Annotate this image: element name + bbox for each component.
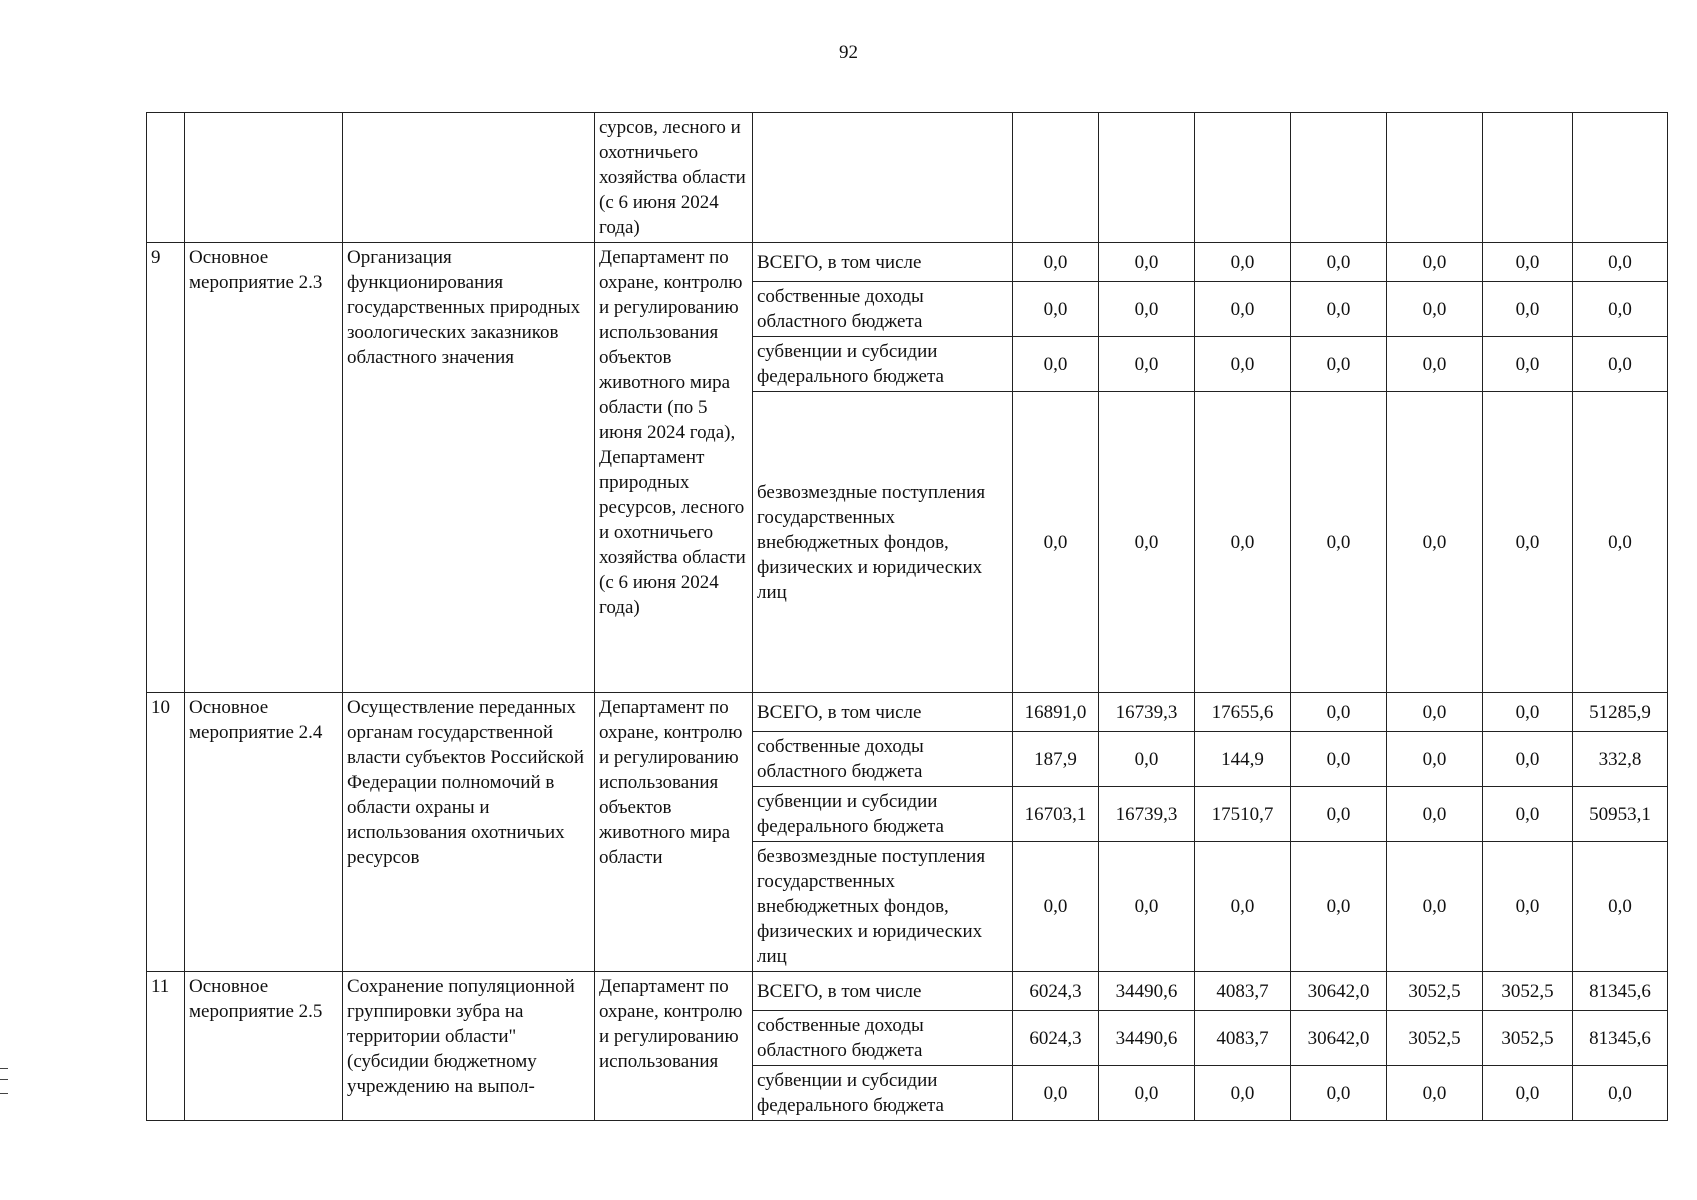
value-cell: 17655,6 — [1195, 693, 1291, 732]
value-cell: 17510,7 — [1195, 787, 1291, 842]
value-cell: 0,0 — [1099, 337, 1195, 392]
value-cell: 0,0 — [1195, 842, 1291, 972]
funding-source: ВСЕГО, в том числе — [753, 243, 1013, 282]
funding-source: субвенции и субсидии федерального бюджета — [753, 787, 1013, 842]
value-cell: 0,0 — [1099, 243, 1195, 282]
value-cell: 0,0 — [1573, 842, 1668, 972]
value-cell — [1483, 113, 1573, 243]
value-cell: 0,0 — [1387, 732, 1483, 787]
value-cell — [1195, 113, 1291, 243]
executor-cell: сурсов, лесного и охотничьего хозяйства области (с 6 июня 2024 года) — [595, 113, 753, 243]
value-cell: 16739,3 — [1099, 693, 1195, 732]
budget-table — [146, 112, 1668, 1121]
value-cell: 4083,7 — [1195, 1011, 1291, 1066]
value-cell: 0,0 — [1387, 337, 1483, 392]
value-cell: 50953,1 — [1573, 787, 1668, 842]
value-cell: 0,0 — [1387, 392, 1483, 693]
row-number: 9 — [147, 243, 185, 693]
value-cell: 0,0 — [1573, 282, 1668, 337]
value-cell: 0,0 — [1291, 243, 1387, 282]
funding-source: субвенции и субсидии федерального бюджета — [753, 337, 1013, 392]
value-cell: 6024,3 — [1013, 972, 1099, 1011]
measure-name: Осуществление переданных органам государственной власти субъектов Российской Федерации полномочий в области охраны и использования охотничьих ресурсов — [343, 693, 595, 972]
value-cell: 0,0 — [1291, 337, 1387, 392]
value-cell: 51285,9 — [1573, 693, 1668, 732]
table-row — [147, 972, 1668, 1011]
funding-source: ВСЕГО, в том числе — [753, 972, 1013, 1011]
value-cell: 0,0 — [1291, 1066, 1387, 1121]
value-cell: 0,0 — [1099, 842, 1195, 972]
value-cell — [1099, 113, 1195, 243]
value-cell: 0,0 — [1483, 282, 1573, 337]
value-cell: 0,0 — [1573, 243, 1668, 282]
value-cell: 3052,5 — [1483, 1011, 1573, 1066]
source-cell — [753, 113, 1013, 243]
value-cell: 4083,7 — [1195, 972, 1291, 1011]
value-cell: 81345,6 — [1573, 1011, 1668, 1066]
value-cell — [1573, 113, 1668, 243]
value-cell: 0,0 — [1387, 282, 1483, 337]
value-cell: 0,0 — [1483, 842, 1573, 972]
value-cell: 0,0 — [1483, 243, 1573, 282]
row-number: 10 — [147, 693, 185, 972]
value-cell: 0,0 — [1099, 282, 1195, 337]
value-cell: 0,0 — [1387, 243, 1483, 282]
value-cell: 0,0 — [1291, 842, 1387, 972]
value-cell: 0,0 — [1291, 282, 1387, 337]
value-cell: 0,0 — [1573, 392, 1668, 693]
value-cell — [1291, 113, 1387, 243]
value-cell: 0,0 — [1291, 787, 1387, 842]
value-cell: 0,0 — [1291, 693, 1387, 732]
executor: Департамент по охране, контролю и регулированию использования — [595, 972, 753, 1121]
value-cell: 16891,0 — [1013, 693, 1099, 732]
measure-label: Основное мероприятие 2.5 — [185, 972, 343, 1121]
value-cell: 6024,3 — [1013, 1011, 1099, 1066]
value-cell: 0,0 — [1483, 1066, 1573, 1121]
value-cell: 332,8 — [1573, 732, 1668, 787]
margin-mark — [0, 1068, 8, 1094]
name-cell — [343, 113, 595, 243]
page-number: 92 — [839, 42, 858, 63]
executor: Департамент по охране, контролю и регулированию использования объектов животного мира области — [595, 693, 753, 972]
value-cell: 16703,1 — [1013, 787, 1099, 842]
value-cell: 34490,6 — [1099, 1011, 1195, 1066]
measure-label: Основное мероприятие 2.4 — [185, 693, 343, 972]
value-cell: 187,9 — [1013, 732, 1099, 787]
value-cell: 0,0 — [1195, 243, 1291, 282]
value-cell: 0,0 — [1483, 337, 1573, 392]
funding-source: собственные доходы областного бюджета — [753, 282, 1013, 337]
value-cell: 0,0 — [1387, 693, 1483, 732]
value-cell: 0,0 — [1291, 392, 1387, 693]
value-cell: 0,0 — [1483, 392, 1573, 693]
measure-cell — [185, 113, 343, 243]
funding-source: ВСЕГО, в том числе — [753, 693, 1013, 732]
num-cell — [147, 113, 185, 243]
value-cell: 81345,6 — [1573, 972, 1668, 1011]
value-cell: 0,0 — [1483, 787, 1573, 842]
funding-source: собственные доходы областного бюджета — [753, 1011, 1013, 1066]
value-cell: 0,0 — [1013, 392, 1099, 693]
value-cell: 0,0 — [1013, 337, 1099, 392]
value-cell: 0,0 — [1195, 392, 1291, 693]
value-cell: 0,0 — [1387, 1066, 1483, 1121]
funding-source: собственные доходы областного бюджета — [753, 732, 1013, 787]
table-row — [147, 693, 1668, 732]
funding-source: безвозмездные поступления государственных внебюджетных фондов, физических и юридических лиц — [753, 392, 1013, 693]
value-cell: 0,0 — [1099, 1066, 1195, 1121]
funding-source: безвозмездные поступления государственных внебюджетных фондов, физических и юридических лиц — [753, 842, 1013, 972]
executor: Департамент по охране, контролю и регулированию использования объектов животного мира области (по 5 июня 2024 года), Департамент природных ресурсов, лесного и охотничьего хозяйства области (с 6 июня 2024 года) — [595, 243, 753, 693]
value-cell: 3052,5 — [1387, 1011, 1483, 1066]
table-row — [147, 243, 1668, 282]
value-cell — [1013, 113, 1099, 243]
value-cell: 0,0 — [1291, 732, 1387, 787]
value-cell: 144,9 — [1195, 732, 1291, 787]
value-cell: 0,0 — [1099, 732, 1195, 787]
row-number: 11 — [147, 972, 185, 1121]
value-cell — [1387, 113, 1483, 243]
measure-name: Сохранение популяционной группировки зубра на территории области" (субсидии бюджетному учреждению на выпол- — [343, 972, 595, 1121]
value-cell: 0,0 — [1387, 787, 1483, 842]
value-cell: 0,0 — [1483, 732, 1573, 787]
funding-source: субвенции и субсидии федерального бюджета — [753, 1066, 1013, 1121]
value-cell: 0,0 — [1387, 842, 1483, 972]
value-cell: 34490,6 — [1099, 972, 1195, 1011]
value-cell: 0,0 — [1195, 1066, 1291, 1121]
value-cell: 3052,5 — [1483, 972, 1573, 1011]
value-cell: 0,0 — [1099, 392, 1195, 693]
measure-name: Организация функционирования государственных природных зоологических заказников областного значения — [343, 243, 595, 693]
value-cell: 0,0 — [1013, 282, 1099, 337]
value-cell: 0,0 — [1573, 1066, 1668, 1121]
continuation-row — [147, 113, 1668, 243]
value-cell: 0,0 — [1013, 842, 1099, 972]
value-cell: 0,0 — [1195, 337, 1291, 392]
value-cell: 0,0 — [1483, 693, 1573, 732]
measure-label: Основное мероприятие 2.3 — [185, 243, 343, 693]
value-cell: 0,0 — [1013, 243, 1099, 282]
value-cell: 0,0 — [1013, 1066, 1099, 1121]
value-cell: 0,0 — [1195, 282, 1291, 337]
value-cell: 30642,0 — [1291, 972, 1387, 1011]
value-cell: 3052,5 — [1387, 972, 1483, 1011]
value-cell: 30642,0 — [1291, 1011, 1387, 1066]
value-cell: 0,0 — [1573, 337, 1668, 392]
value-cell: 16739,3 — [1099, 787, 1195, 842]
